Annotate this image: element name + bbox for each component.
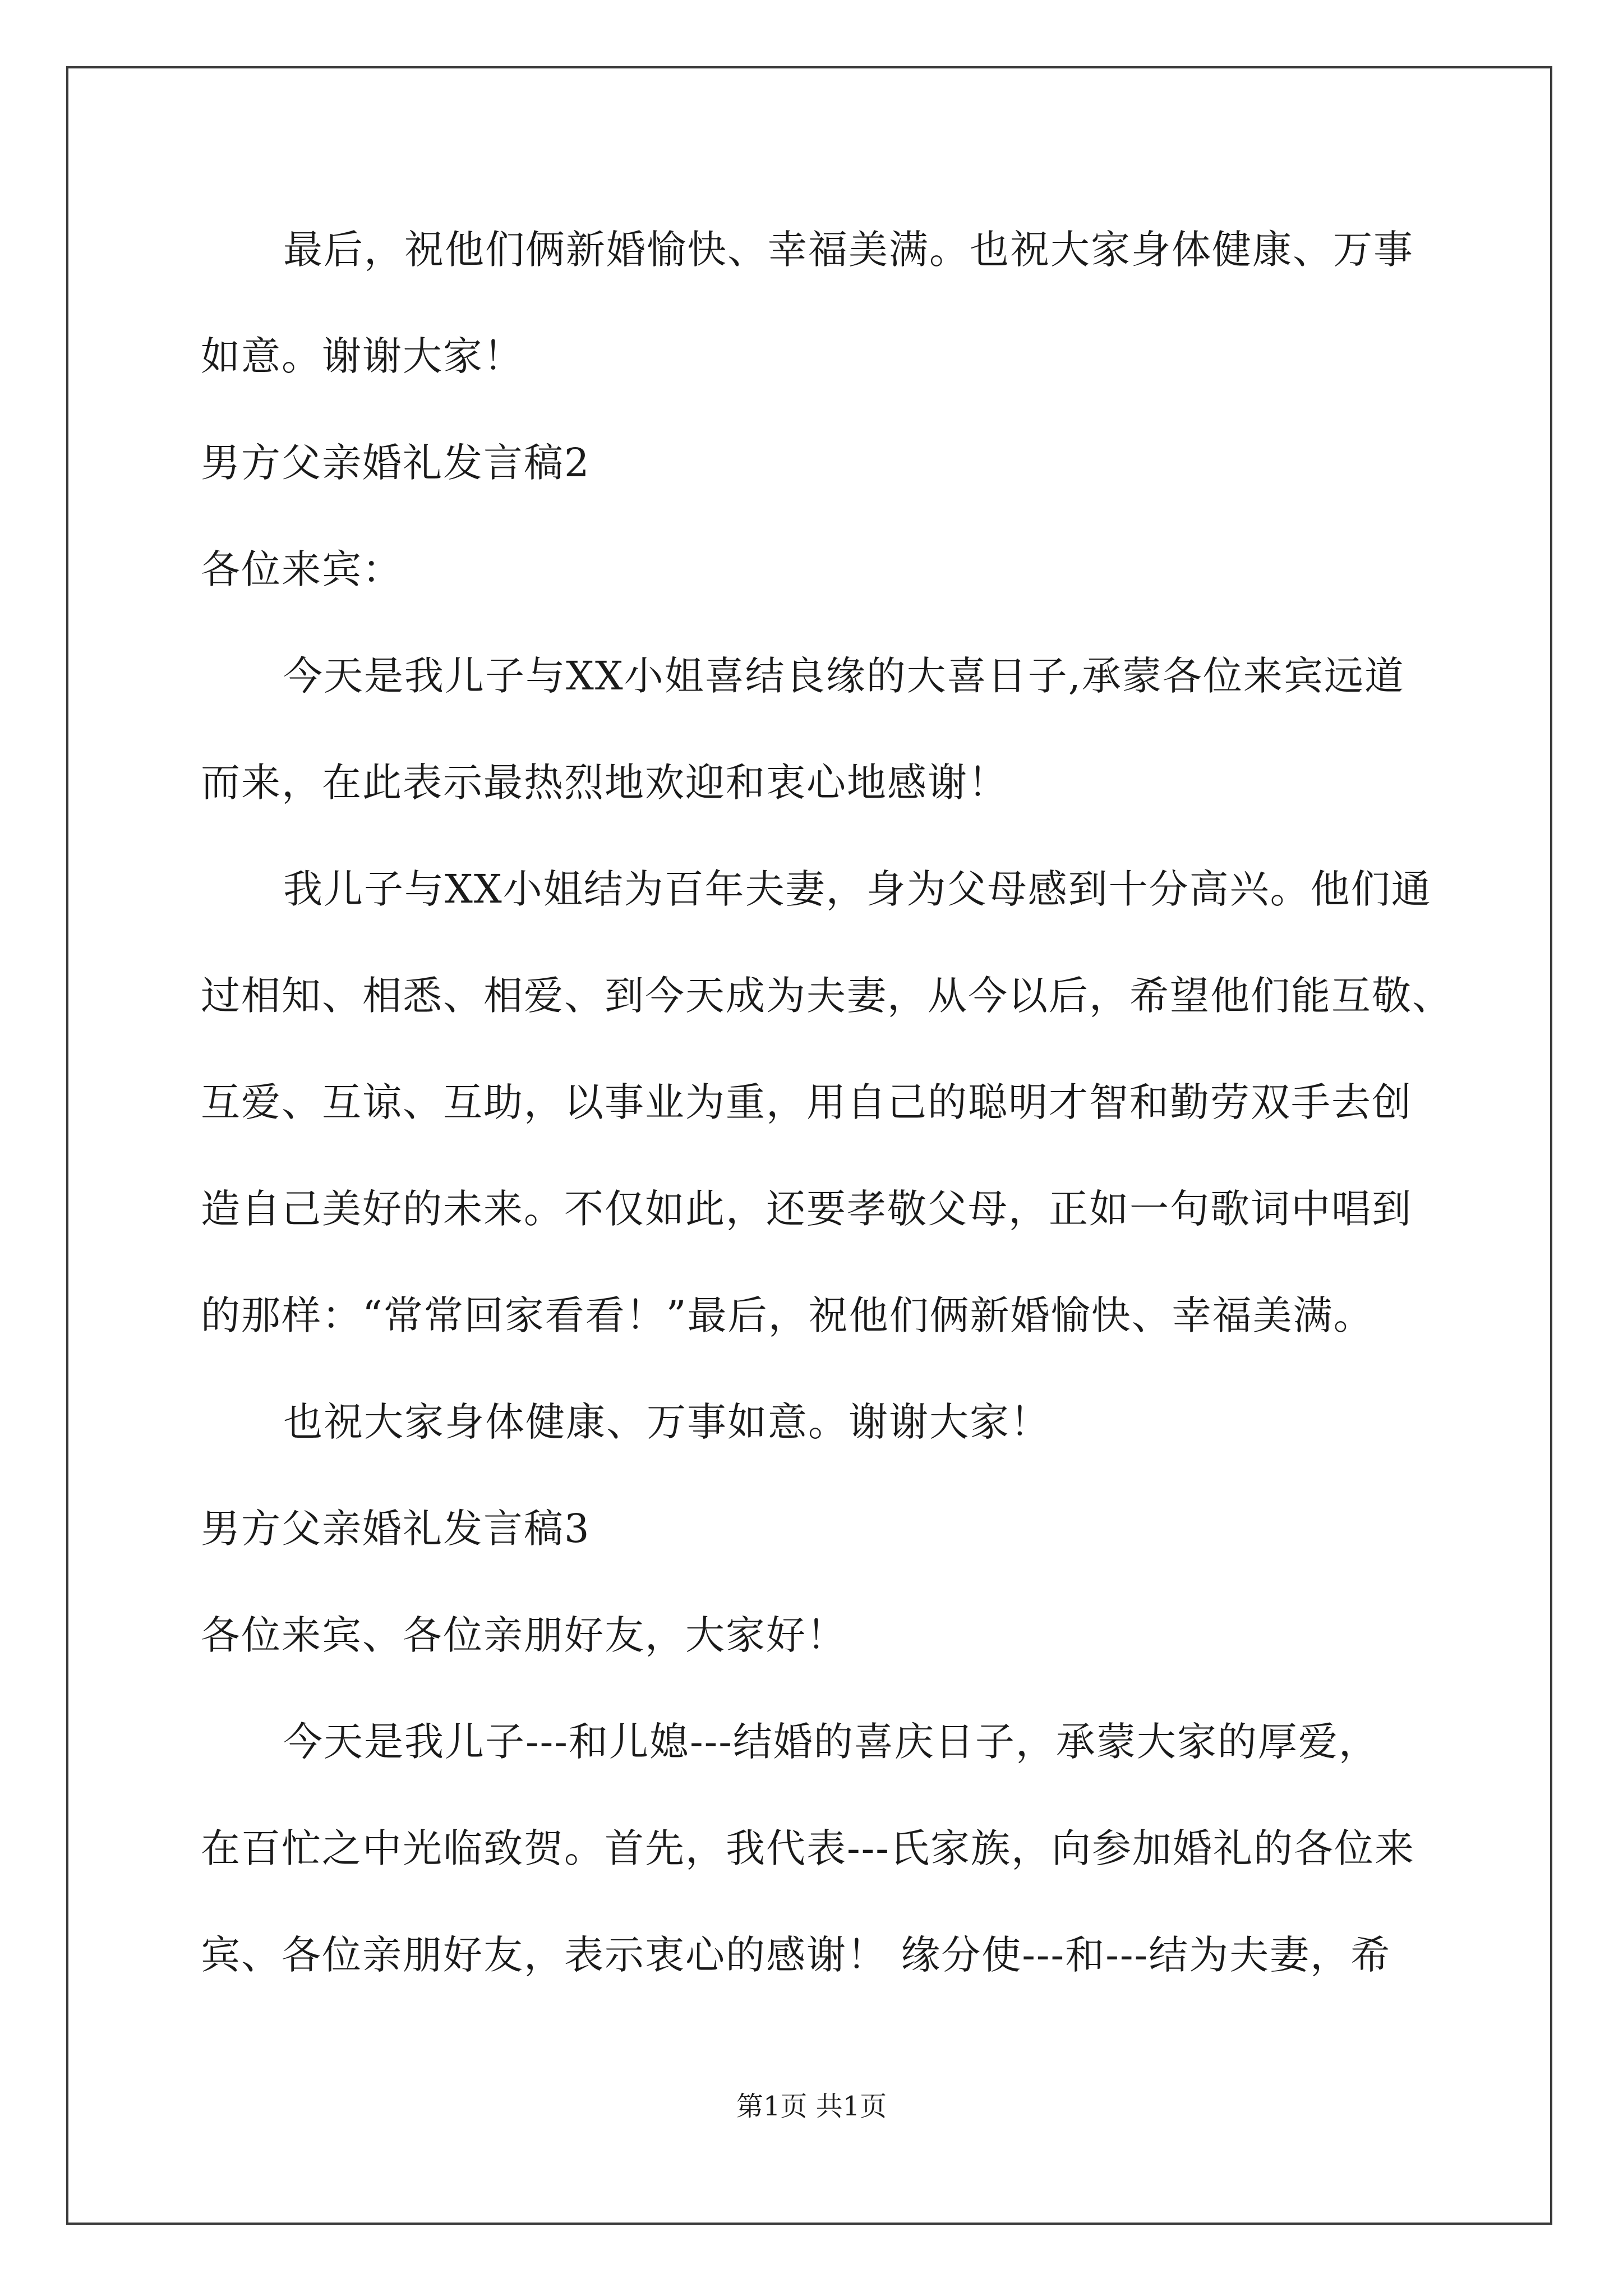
paragraph-line: 的那样：“常常回家看看！”最后，祝他们俩新婚愉快、幸福美满。 [201,1292,1374,1338]
paragraph-line: 最后，祝他们俩新婚愉快、幸福美满。也祝大家身体健康、万事 [283,227,1414,273]
paragraph-line: 我儿子与XX小姐结为百年夫妻，身为父母感到十分高兴。他们通 [283,866,1432,912]
page-border [66,66,1552,2225]
salutation-line: 各位来宾、各位亲朋好友，大家好！ [201,1612,847,1658]
page-footer: 第1页 共1页 [736,2091,887,2122]
paragraph-line: 今天是我儿子与XX小姐喜结良缘的大喜日子,承蒙各位来宾远道 [283,653,1405,699]
paragraph-line: 造自己美好的未来。不仅如此，还要孝敬父母，正如一句歌词中唱到 [201,1186,1412,1232]
paragraph-line: 也祝大家身体健康、万事如意。谢谢大家！ [283,1399,1050,1445]
section-heading: 男方父亲婚礼发言稿2 [201,440,591,486]
paragraph-line: 今天是我儿子---和儿媳---结婚的喜庆日子，承蒙大家的厚爱， [283,1719,1379,1765]
paragraph-line: 互爱、互谅、互助，以事业为重，用自己的聪明才智和勤劳双手去创 [201,1079,1412,1125]
paragraph-line: 在百忙之中光临致贺。首先，我代表---氏家族，向参加婚礼的各位来 [201,1825,1415,1871]
paragraph-line: 宾、各位亲朋好友，表示衷心的感谢！ 缘分使---和---结为夫妻，希 [201,1932,1391,1978]
paragraph-line: 而来，在此表示最热烈地欢迎和衷心地感谢！ [201,760,1008,806]
salutation-line: 各位来宾： [201,546,403,592]
paragraph-line: 过相知、相悉、相爱、到今天成为夫妻，从今以后，希望他们能互敬、 [201,973,1453,1019]
section-heading: 男方父亲婚礼发言稿3 [201,1506,591,1552]
paragraph-line: 如意。谢谢大家！ [201,333,524,379]
